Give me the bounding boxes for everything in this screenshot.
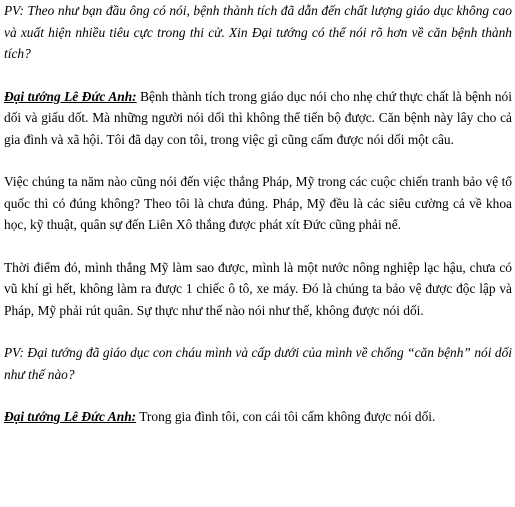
question-text: PV: Theo như bạn đầu ông có nói, bệnh thành tích đã dẫn đến chất lượng giáo dục không cao và xuất hiện nhiều tiêu cực trong thi cử. Xin Đại tướng có thể nói rõ hơn về căn bệnh thành tích? [4,3,512,61]
answer-text: Trong gia đình tôi, con cái tôi cấm không được nói dối. [136,409,436,424]
speaker-name: Đại tướng Lê Đức Anh: [4,409,137,424]
answer-paragraph [4,171,512,236]
interview-question [4,0,512,65]
speaker-name: Đại tướng Lê Đức Anh: [4,88,137,104]
question-text: PV: Đại tướng đã giáo dục con cháu mình và cấp dưới của mình về chống “căn bệnh” nói dối như thế nào? [4,345,512,382]
paragraph-text: Thời điểm đó, mình thắng Mỹ làm sao được, mình là một nước nông nghiệp lạc hậu, chưa có vũ khí gì hết, không làm ra được 1 chiếc ô tô, xe máy. Đó là chúng ta bảo vệ được độc lập và Pháp, Mỹ phải rút quân. Sự thực như thế nào nói như thế, không được nói dối. [4,259,512,318]
interview-answer [4,406,512,428]
article-body [4,0,512,449]
answer-paragraph [4,257,512,322]
paragraph-text: Việc chúng ta năm nào cũng nói đến việc thắng Pháp, Mỹ trong các cuộc chiến tranh bảo vệ tổ quốc thì có đúng không? Theo tôi là chưa đúng. Pháp, Mỹ đều là các siêu cường cả về khoa học, kỹ thuật, quân sự đến Liên Xô thắng được phát xít Đức cũng phải nể. [4,174,512,232]
answer-text: Bệnh thành tích trong giáo dục nói cho nhẹ chứ thực chất là bệnh nói dối và giấu dốt. Mà những người nói dối thì không thể tiến bộ được. Căn bệnh này lây cho cả gia đình và xã hội. Tôi đã dạy con tôi, trong việc gì cũng cấm được nói dối một câu. [4,88,512,147]
interview-question [4,342,512,385]
interview-answer [4,86,512,151]
